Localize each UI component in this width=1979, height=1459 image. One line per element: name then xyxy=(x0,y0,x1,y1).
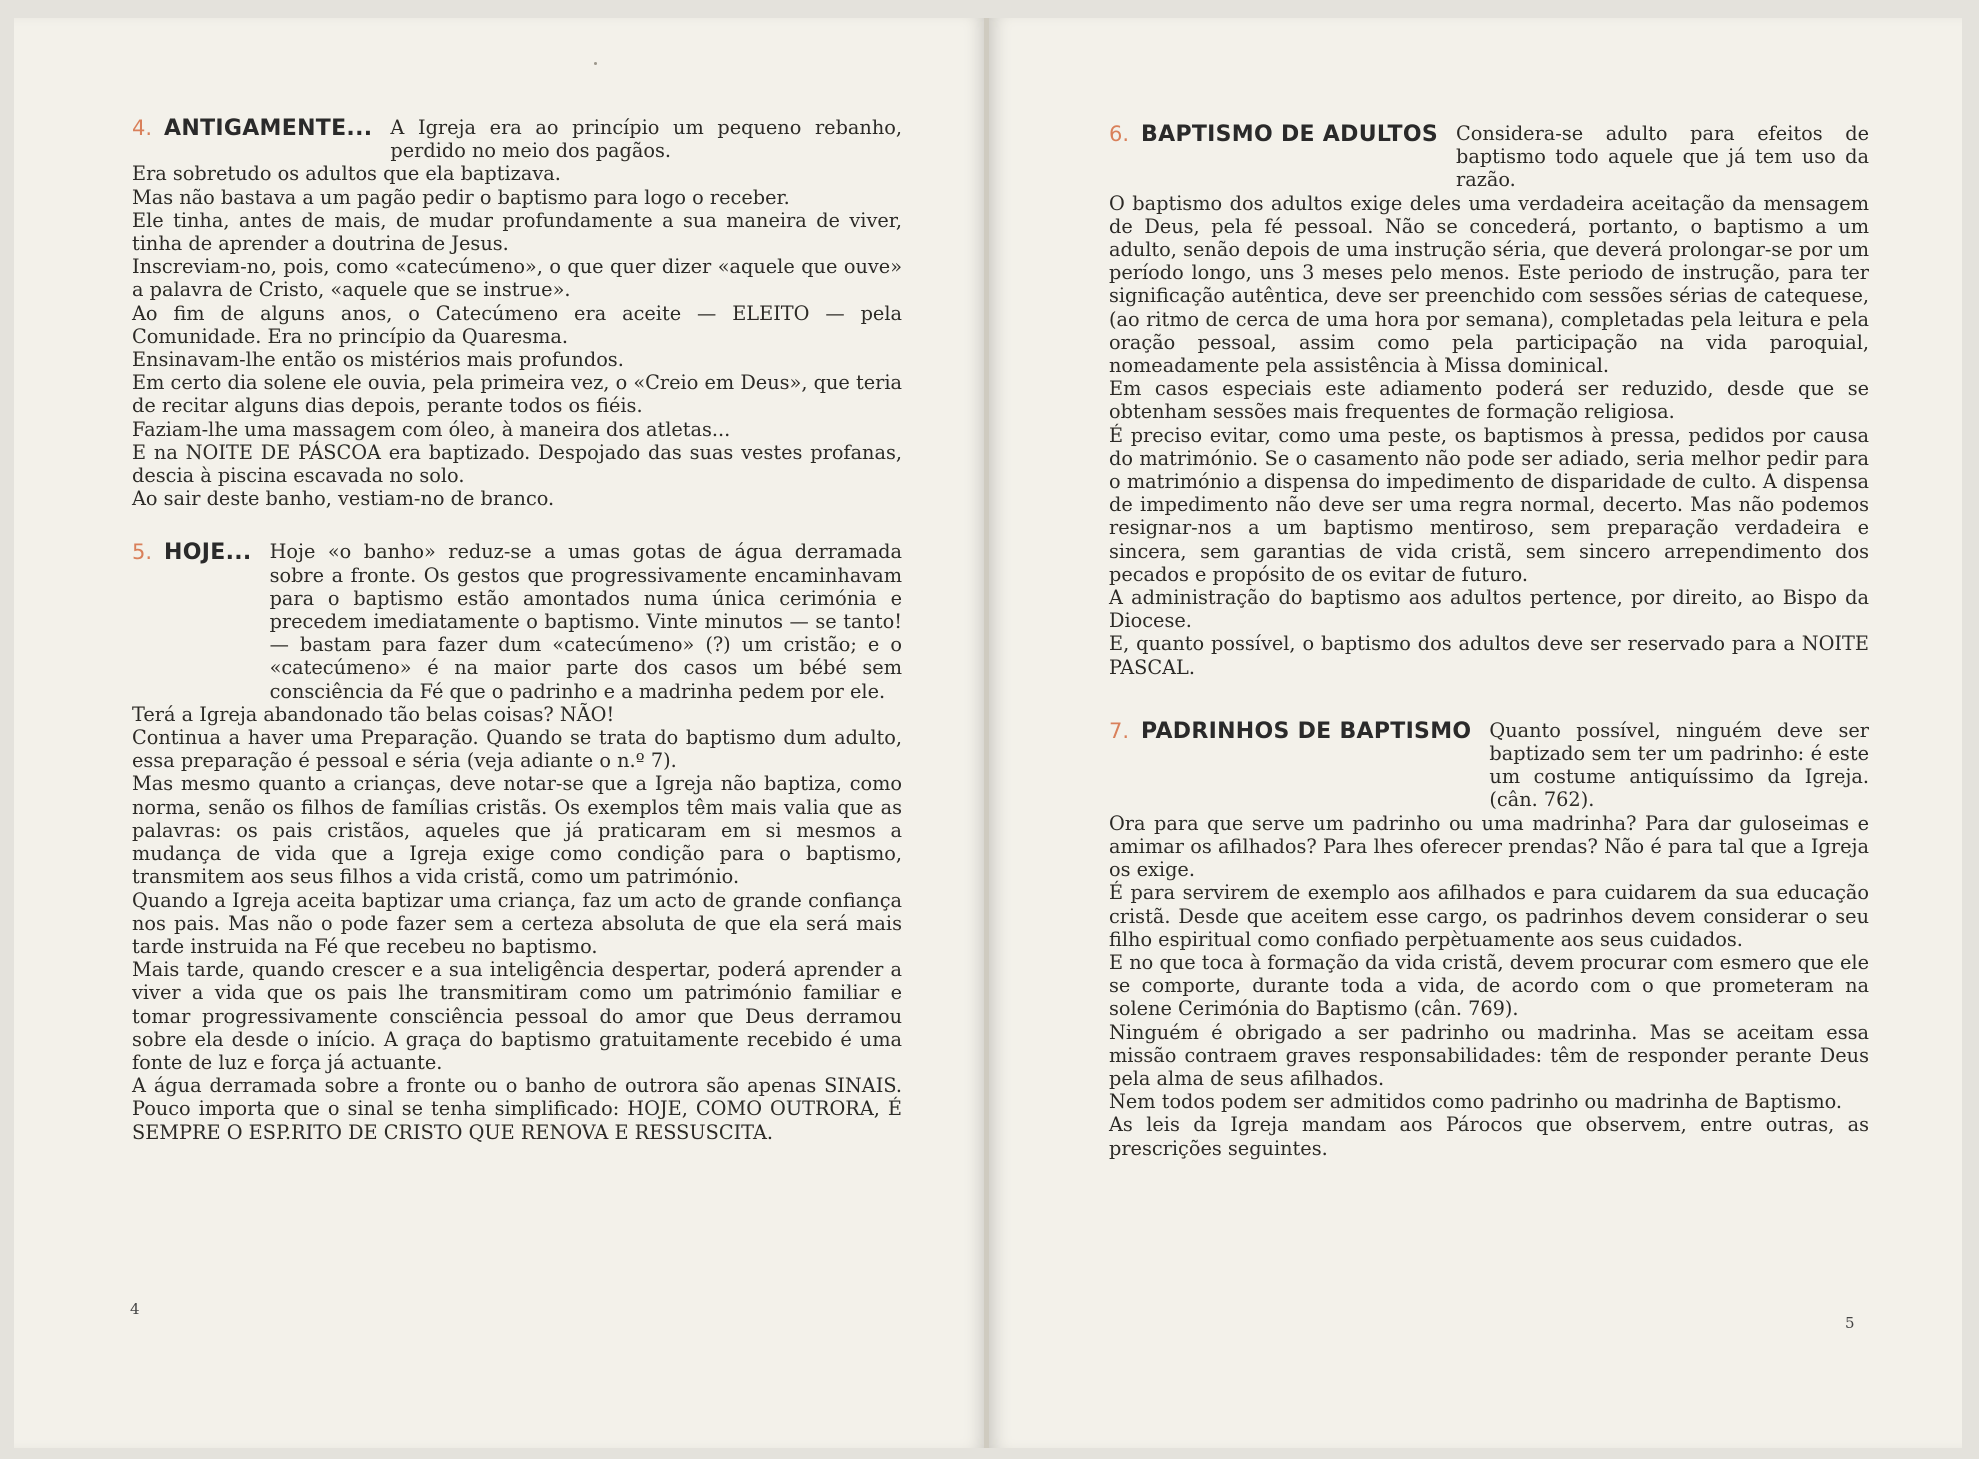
section-number: 6. xyxy=(1109,122,1130,146)
section-number: 7. xyxy=(1109,718,1130,743)
section-lead: A Igreja era ao princípio um pequeno rebanho, perdido no meio dos pagãos. xyxy=(390,116,902,163)
paragraph: Ensinavam-lhe então os mistérios mais profundos. xyxy=(132,348,624,372)
section-number: 4. xyxy=(132,116,153,140)
paragraph: Ninguém é obrigado a ser padrinho ou madrinha. Mas se aceitam essa missão contraem graves responsabilidades: têm de responder perante Deus pela alma de seus afilhados. xyxy=(1109,1020,1869,1090)
paragraph: O baptismo dos adultos exige deles uma verdadeira aceitação da mensagem de Deus, pela fé pessoal. Não se concederá, portanto, o baptismo a um adulto, senão depois de uma instrução séria, que deverá prolongar-se por um período longo, uns 3 meses pelo menos. Este periodo de instrução, para ter significação autêntica, deve ser preenchido com sessões sérias de catequese, (ao ritmo de cerca de uma hora por semana), completadas pela leitura e pela oração pessoal, assim como pela participação na vida paroquial, nomeadamente pela assistência à Missa dominical. xyxy=(1109,191,1869,378)
section-heading xyxy=(132,540,902,702)
section-lead: Quanto possível, ninguém deve ser baptizado sem ter um padrinho: é este um costume antiquíssimo da Igreja. (cân. 762). xyxy=(1489,718,1869,812)
section-title: PADRINHOS DE BAPTISMO xyxy=(1141,718,1472,744)
paragraph: Continua a haver uma Preparação. Quando se trata do baptismo dum adulto, essa preparação é pessoal e séria (veja adiante o n.º 7). xyxy=(132,726,902,773)
paragraph: É preciso evitar, como uma peste, os baptismos à pressa, pedidos por causa do matrimónio. Se o casamento não pode ser adiado, seria melhor pedir para o matrimónio a dispensa do impedimento de disparidade de culto. A dispensa de impedimento não deve ser uma regra normal, decerto. Mas não podemos resignar-nos a um baptismo mentiroso, sem preparação verdadeira e sincera, sem garantias de vida cristã, sem sincero arrependimento dos pecados e propósito de os evitar de futuro. xyxy=(1109,423,1869,586)
section-heading xyxy=(1109,122,1869,192)
paragraph: Ao sair deste banho, vestiam-no de branco. xyxy=(132,487,555,511)
paragraph: É para servirem de exemplo aos afilhados e para cuidarem da sua educação cristã. Desde que aceitem esse cargo, os padrinhos devem considerar o seu filho espiritual como confiado perpètuamente aos seus cuidados. xyxy=(1109,881,1869,951)
paragraph: Faziam-lhe uma massagem com óleo, à maneira dos atletas... xyxy=(132,417,731,441)
section-title: HOJE... xyxy=(164,540,252,566)
paragraph: E, quanto possível, o baptismo dos adultos deve ser reservado para a NOITE PASCAL. xyxy=(1109,632,1869,679)
book-spread xyxy=(14,18,1962,1448)
section-number: 5. xyxy=(132,540,153,565)
paragraph: E no que toca à formação da vida cristã, devem procurar com esmero que ele se comporte, durante toda a vida, de acordo com o que prometeram na solene Cerimónia do Baptismo (cân. 769). xyxy=(1109,950,1869,1021)
paragraph: E na NOITE DE PÁSCOA era baptizado. Despojado das suas vestes profanas, descia à piscina escavada no solo. xyxy=(132,440,902,488)
paragraph: Mas mesmo quanto a crianças, deve notar-se que a Igreja não baptiza, como norma, senão os filhos de famílias cristãs. Os exemplos têm mais valia que as palavras: os pais cristãos, aqueles que já praticaram em si mesmos a mudança de vida que a Igreja exige como condição para o baptismo, transmitem aos seus filhos a vida cristã, como um património. xyxy=(132,772,902,889)
section-6 xyxy=(1109,122,1869,679)
paragraph: Nem todos podem ser admitidos como padrinho ou madrinha de Baptismo. xyxy=(1109,1090,1843,1114)
paragraph: Mais tarde, quando crescer e a sua inteligência despertar, poderá aprender a viver a vida que os pais lhe transmitiram como um património familiar e tomar progressivamente consciência pessoal do amor que Deus derramou sobre ela desde o início. A graça do baptismo gratuitamente recebido é uma fonte de luz e força já actuante. xyxy=(132,958,902,1074)
section-lead: Considera-se adulto para efeitos de baptismo todo aquele que já tem uso da razão. xyxy=(1456,122,1869,192)
page-number: 4 xyxy=(130,1300,140,1318)
paragraph: Ele tinha, antes de mais, de mudar profundamente a sua maneira de viver, tinha de aprender a doutrina de Jesus. xyxy=(132,208,902,256)
paragraph: A água derramada sobre a fronte ou o banho de outrora são apenas SINAIS. Pouco importa que o sinal se tenha simplificado: HOJE, COMO OUTRORA, É SEMPRE O ESP.RITO DE CRISTO QUE RENOVA E RESSUSCITA. xyxy=(132,1074,902,1144)
paragraph: Mas não bastava a um pagão pedir o baptismo para logo o receber. xyxy=(132,185,790,209)
paragraph: As leis da Igreja mandam aos Párocos que observem, entre outras, as prescrições seguintes. xyxy=(1109,1113,1869,1160)
section-heading xyxy=(132,116,902,162)
section-title: ANTIGAMENTE... xyxy=(164,116,373,141)
section-7 xyxy=(1109,719,1869,1160)
paragraph: Em casos especiais este adiamento poderá ser reduzido, desde que se obtenham sessões mais frequentes de formação religiosa. xyxy=(1109,377,1869,424)
section-4 xyxy=(132,116,902,510)
section-title: BAPTISMO DE ADULTOS xyxy=(1141,122,1438,147)
right-column xyxy=(1109,122,1869,1190)
paragraph: A administração do baptismo aos adultos pertence, por direito, ao Bispo da Diocese. xyxy=(1109,586,1869,633)
paragraph: Terá a Igreja abandonado tão belas coisas? NÃO! xyxy=(132,702,615,726)
page-number: 5 xyxy=(1845,1314,1855,1332)
right-page xyxy=(989,18,1962,1448)
left-page xyxy=(14,18,986,1448)
section-5 xyxy=(132,540,902,1143)
left-column xyxy=(132,116,902,1174)
paragraph: Quando a Igreja aceita baptizar uma criança, faz um acto de grande confiança nos pais. Mas não o pode fazer sem a certeza absoluta de que ela será mais tarde instruida na Fé que recebeu no baptismo. xyxy=(132,888,902,958)
section-heading xyxy=(1109,719,1869,812)
paper-speck xyxy=(594,62,597,65)
paragraph: Em certo dia solene ele ouvia, pela primeira vez, o «Creio em Deus», que teria de recitar alguns dias depois, perante todos os fiéis. xyxy=(132,371,902,418)
paragraph: Ao fim de alguns anos, o Catecúmeno era aceite — ELEITO — pela Comunidade. Era no princípio da Quaresma. xyxy=(132,301,902,348)
paragraph: Inscreviam-no, pois, como «catecúmeno», o que quer dizer «aquele que ouve» a palavra de Cristo, «aquele que se instrue». xyxy=(132,255,902,302)
paragraph: Era sobretudo os adultos que ela baptizava. xyxy=(132,162,561,186)
paragraph: Ora para que serve um padrinho ou uma madrinha? Para dar guloseimas e amimar os afilhados? Para lhes oferecer prendas? Não é para tal que a Igreja os exige. xyxy=(1109,811,1869,882)
section-lead: Hoje «o banho» reduz-se a umas gotas de água derramada sobre a fronte. Os gestos que progressivamente encaminhavam para o baptismo estão amontados numa única cerimónia e precedem imediatamente o baptismo. Vinte minutos — se tanto! — bastam para fazer dum «catecúmeno» (?) um cristão; e o «catecúmeno» é na maior parte dos casos um bébé sem consciência da Fé que o padrinho e a madrinha pedem por ele. xyxy=(269,540,902,703)
